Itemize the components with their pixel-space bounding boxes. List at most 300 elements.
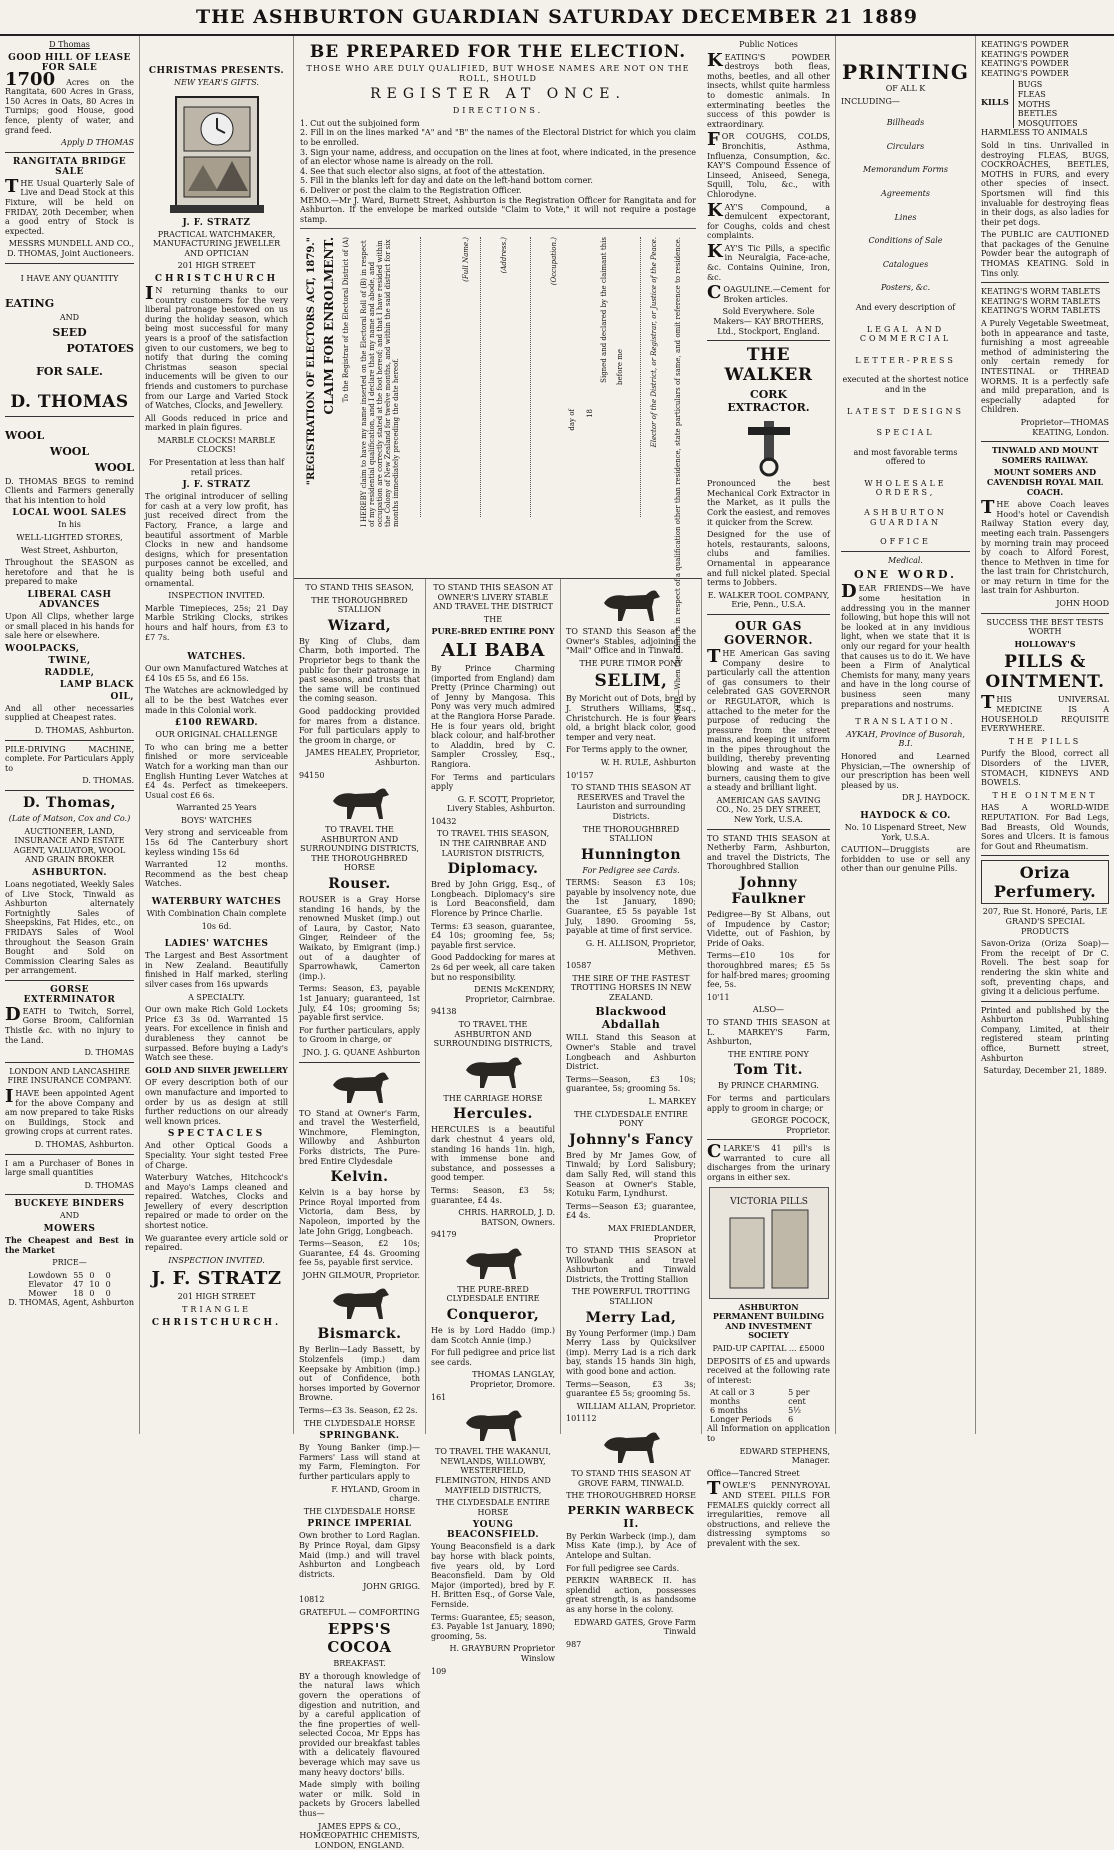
presentation-text: For Presentation at less than half retail prices.: [148, 458, 285, 477]
inspection-text: INSPECTION INVITED.: [168, 591, 265, 601]
young-sign: H. GRAYBURN Proprietor Winslow: [449, 1644, 555, 1663]
register-heading: REGISTER AT ONCE.: [370, 86, 626, 103]
timor-heading: THE PURE TIMOR PONY: [579, 658, 683, 668]
coughs-text: FOR COUGHS, COLDS, Bronchitis, Asthma, Influenza, Consumption, &c. KAY'S Compound Essence of Linseed, Aniseed, Senega, Squill, Tolu, &c., with Chlorodyne.: [707, 129, 830, 199]
have-any: I HAVE ANY QUANTITY: [20, 273, 119, 283]
ad-number: 94138: [431, 1007, 457, 1017]
prince-sign: JOHN GRIGG.: [363, 1582, 420, 1592]
ladies-heading: LADIES' WATCHES: [164, 939, 269, 950]
ad-number: 10587: [566, 961, 592, 971]
perkin-terms: For full pedigree see Cards.: [566, 1563, 680, 1573]
bones-text: I am a Purchaser of Bones in large small quantities: [5, 1158, 134, 1178]
newyear-heading: NEW YEAR'S GIFTS.: [174, 78, 259, 87]
and-word-2: AND: [59, 1211, 80, 1221]
pure-clyde-heading: THE PURE-BRED CLYDESDALE ENTIRE: [446, 1284, 540, 1304]
table-row: Mower 18 0 0: [28, 1288, 111, 1298]
merry-lad-name: Merry Lad,: [585, 1309, 677, 1326]
stratz-name: J. F. STRATZ: [182, 217, 251, 228]
local-wool-sales: LOCAL WOOL SALES: [12, 508, 127, 519]
in-his: In his: [58, 520, 81, 530]
divider: [5, 1062, 134, 1063]
springbank-body: By Young Banker (imp.)—Farmers' Lass will stand at my Farm, Flemington. For further particulars apply to: [299, 1443, 420, 1481]
blackwood-body: WILL Stand this Season at Owner's Stable and travel Longbeach and Ashburton District.: [566, 1033, 696, 1072]
cheapest-text: The Cheapest and Best in the Market: [5, 1234, 134, 1255]
universal-text: THIS UNIVERSAL MEDICINE IS A HOUSEHOLD REQUISITE EVERYWHERE.: [981, 692, 1109, 734]
and-all-text: And all other necessaries supplied at Cheapest rates.: [5, 703, 134, 723]
rates-table: [707, 1388, 830, 1424]
direction-step: 6. Deliver or post the claim to the Registration Officer.: [300, 185, 522, 195]
tomtit-sign: GEORGE POCOCK, Proprietor.: [751, 1116, 830, 1135]
horse-icon: [458, 1405, 528, 1445]
lease-body: Acres on the Rangitata, 600 Acres in Grass, 150 Acres in Oats, 80 Acres in Turnips; good House, good fence, plenty of water, and grand feed.: [5, 77, 134, 135]
coach-body: THE above Coach leaves Hood's hotel or Cavendish Railway Station every day, meeting each train. Passengers by morning train may proceed by coach to Alford Forest, thence to Methven in time for the last train for Christchurch, or may return in time for the last train for Ashburton.: [981, 497, 1109, 596]
kelvin-name: Kelvin.: [330, 1169, 389, 1186]
original-text: The original introducer of selling for cash at a very low profit, has just received direct from the Factory, France, a large and beautiful assortment of Marble Clocks in new and handsome designs, which for presentation purposes cannot be excelled, and quality being both useful and ornamental.: [145, 492, 288, 588]
form-line[interactable]: [420, 237, 421, 517]
medical-heading: Medical.: [888, 555, 923, 565]
tinwald-railway: TINWALD AND MOUNT SOMERS RAILWAY.: [991, 445, 1099, 465]
prince-heading: THE CLYDESDALE HORSE: [303, 1506, 416, 1516]
wool-word-3: WOOL: [94, 460, 134, 474]
keating-line: KEATING'S POWDER: [981, 59, 1069, 69]
column-3: [294, 579, 426, 1850]
before-text: before me: [616, 349, 624, 386]
of-all-kinds: OF ALL K: [885, 84, 926, 93]
alibaba-name: ALI BABA: [441, 639, 545, 661]
keating-line: KEATING'S POWDER: [981, 49, 1069, 59]
pills-ointment-heading: PILLS & OINTMENT.: [985, 652, 1105, 693]
printing-item: Memorandum Forms: [863, 165, 948, 175]
stratz-practical: PRACTICAL WATCHMAKER, MANUFACTURING JEWELLER AND OPTICIAN: [152, 229, 281, 258]
diplomacy-sign: DENIS McKENDRY, Proprietor, Cairnbrae.: [465, 985, 555, 1004]
ladies-body: The Largest and Best Assortment in New Zealand. Beautifully finished in Half marked, sterling silver cases from 16s upwards: [145, 951, 288, 989]
epps-name: EPPS'S COCOA: [327, 1620, 392, 1657]
timepieces-text: Marble Timepieces, 25s; 21 Day Marble Striking Clocks, strikes hours and half hours, from £3 to £7 7s.: [145, 603, 288, 642]
signed-text: Signed and declared by the claimant this: [600, 237, 608, 384]
london-sign: D. THOMAS, Ashburton.: [34, 1140, 134, 1149]
alibaba-sign: G. F. SCOTT, Proprietor, Livery Stables, Ashburton.: [447, 794, 555, 814]
day-label: day of: [568, 409, 576, 431]
list-item: BUGS: [1017, 80, 1043, 90]
woolpacks-word: WOOLPACKS,: [5, 643, 80, 654]
worm-line: KEATING'S WORM TABLETS: [981, 296, 1101, 306]
epps-footer: Made simply with boiling water or milk. Sold in packets by Grocers labelled thus—: [299, 1780, 420, 1819]
election-title: BE PREPARED FOR THE ELECTION.: [309, 42, 687, 62]
kelvin-sign: JOHN GILMOUR, Proprietor.: [302, 1270, 420, 1280]
mount-somers-coach: MOUNT SOMERS AND CAVENDISH ROYAL MAIL COACH.: [986, 467, 1104, 497]
divider: [981, 613, 1109, 614]
wizard-name: Wizard,: [327, 617, 392, 634]
keating-powder-text: KEATING'S POWDER destroys both fleas, moths, beetles, and all other insects, whilst quite harmless to domestic animals. In exterminating beetles the success of this powder is extraordinary.: [707, 49, 830, 129]
throughout-text: Throughout the SEASON as heretofore and that he is prepared to make: [5, 558, 134, 587]
divider: [707, 1139, 830, 1140]
kelvin-terms: Terms—Season, £2 10s; Guarantee, £4 4s. Grooming fee 5s, payable first service.: [299, 1239, 420, 1268]
stratz-name-2: J. F. STRATZ: [182, 480, 251, 491]
including-text: INCLUDING—: [841, 96, 900, 106]
for-sale-word: FOR SALE.: [36, 364, 103, 378]
selim-terms: For Terms apply to the owner,: [566, 745, 688, 755]
wool-body: D. THOMAS BEGS to remind Clients and Farmers generally that his intention to hold: [5, 476, 134, 505]
divider: [5, 790, 134, 791]
ad-number: 94150: [299, 770, 325, 780]
gold-silver-heading: GOLD AND SILVER JEWELLERY: [145, 1064, 288, 1075]
one-word-heading: ONE WORD.: [854, 568, 957, 582]
raddle-word: RADDLE,: [44, 667, 95, 678]
form-line[interactable]: [640, 237, 641, 517]
table-row: Longer Periods 6: [710, 1415, 794, 1425]
stand-season: TO STAND THIS SEASON,: [305, 583, 414, 592]
rouser-body: ROUSER is a Gray Horse standing 16 hands, by the renowned Musket (imp.) out of Laura, by Castor, Nato Ginger, Reindeer of the Waikato, by Emigrant (imp.) out of a daughter of Sparrowhawk, Camerton (imp.).: [299, 895, 420, 981]
divider: [841, 551, 970, 552]
ad-number: 987: [566, 1639, 582, 1649]
form-line[interactable]: [530, 237, 531, 517]
seed-word: SEED: [52, 325, 87, 339]
caution-text: CAUTION—Druggists are forbidden to use or sell any other than our genuine Pills.: [841, 845, 970, 874]
guarantee-text: We guarantee every article sold or repaired.: [145, 1233, 288, 1253]
translation-heading: TRANSLATION.: [855, 717, 956, 727]
also-text: ALSO—: [752, 1005, 785, 1015]
translation-sign: DR J. HAYDOCK.: [902, 793, 970, 803]
fullname-label: (Full Name.): [462, 237, 470, 283]
hercules-terms: Terms: Season, £3 5s; guarantee, £4 4s.: [431, 1185, 555, 1205]
gorse-sign: D. THOMAS: [84, 1048, 134, 1058]
merry-intro: TO STAND THIS SEASON at Willowbank and travel Ashburton and Tinwald Districts, the Trotting Stallion: [566, 1246, 696, 1284]
johnny-faulkner-body: Pedigree—By St Albans, out of Impudence by Castor; Vidette, out of Fashion, by Pride of Oaks.: [707, 910, 830, 948]
perkin-name: PERKIN WARBECK II.: [567, 1503, 695, 1530]
lease-apply: Apply D THOMAS: [61, 138, 134, 148]
lampblack-word: LAMP BLACK: [59, 679, 134, 690]
wool-word-1: WOOL: [5, 428, 45, 442]
kays-tic-pills: KAY'S Tic Pills, a specific in Neuralgia, Face-ache, &c. Contains Quinine, Iron, &c.: [707, 240, 830, 282]
buckeye-heading: BUCKEYE BINDERS: [14, 1199, 125, 1210]
kills-list: [1013, 80, 1078, 128]
perkin-sign: EDWARD GATES, Grove Farm Tinwald: [573, 1617, 696, 1637]
translation-body: Honored and Learned Physician,—The ownership of our prescription has been well pleased by us.: [841, 751, 970, 790]
printing-item: Agreements: [881, 188, 930, 198]
ad-number: 10'157: [566, 770, 594, 780]
entire-pony-heading: THE ENTIRE PONY: [728, 1049, 809, 1059]
stratz-city-2: CHRISTCHURCH.: [151, 1317, 282, 1328]
loans-text: Loans negotiated, Weekly Sales of Live Stock, Tinwald as Ashburton alternately Fortnightly Sales of Sheepskins, Fat Hides, etc., on FRIDAYS Sales of Wool throughout the Season Grain Bought and Sold on Commission Clearing Sales as per arrangement.: [5, 879, 134, 976]
rouser-terms: Terms: Season, £3, payable 1st January; guaranteed, 1st July, £4 10s; grooming 5s; payable first service.: [299, 984, 420, 1023]
divider: [707, 829, 830, 830]
prince-body: Own brother to Lord Raglan. By Prince Royal, dam Gipsy Maid (imp.) and will travel Ashburton and Longbeach districts.: [299, 1531, 420, 1579]
bottles-label: VICTORIA PILLS: [729, 1196, 808, 1207]
price-table: [25, 1271, 113, 1298]
gorse-body: DEATH to Twitch, Sorrel, Gorse Broom, Californian Thistle &c. with no injury to the Land.: [5, 1003, 134, 1045]
claim-title: CLAIM FOR ENROLMENT.: [322, 237, 336, 415]
printing-item: Conditions of Sale: [868, 236, 943, 246]
worm-body: A Purely Vegetable Sweetmeat, both in appearance and taste, furnishing a most agreeable method of administering the only certain remedy for INTESTINAL or THREAD WORMS. It is a perfectly safe and mild preparation, and is especially adapted for Children.: [981, 319, 1109, 415]
young-terms: Terms: Guarantee, £5; season, £3. Payable 1st January, 1890; grooming, 5s.: [431, 1612, 555, 1641]
entire-heading: THE CLYDESDALE ENTIRE HORSE: [436, 1498, 550, 1517]
young-name: YOUNG BEACONSFIELD.: [446, 1520, 540, 1541]
rouser-name: Rouser.: [328, 876, 391, 893]
stratz-street: 201 HIGH STREET: [177, 261, 256, 271]
stratz-big: J. F. STRATZ: [151, 1268, 282, 1290]
bones-sign: D. THOMAS: [84, 1180, 134, 1190]
cork-extractor: CORK EXTRACTOR.: [727, 388, 810, 415]
waterbury-body: With Combination Chain complete: [146, 909, 287, 919]
potatoes-word: POTATOES: [66, 341, 134, 355]
column-1: [0, 36, 140, 1434]
success-text: SUCCESS THE BEST TESTS WORTH: [986, 617, 1104, 637]
horse-icon: [325, 783, 395, 823]
conqueror-terms: For full pedigree and price list see cards.: [431, 1348, 555, 1367]
form-line[interactable]: [480, 237, 481, 517]
christmas-heading: CHRISTMAS PRESENTS.: [148, 66, 285, 76]
horse-icon: [596, 585, 666, 625]
clarke-pills-text: CLARKE'S 41 pill's is warranted to cure all discharges from the urinary organs in either sex.: [707, 1141, 830, 1183]
printing-item: Catalogues: [882, 259, 929, 269]
printing-item: Circulars: [886, 141, 925, 151]
list-item: FLEAS: [1017, 89, 1046, 99]
huntington-name: Hunnington: [580, 846, 682, 863]
harmless-text: HARMLESS TO ANIMALS: [981, 128, 1088, 138]
table-row: Lowdown 55 0 0: [28, 1270, 111, 1280]
walker-heading: THE WALKER: [724, 345, 813, 386]
the-word: THE: [483, 614, 503, 624]
worm-sign: Proprietor—THOMAS KEATING, London.: [1020, 417, 1109, 437]
marked-text: All Goods reduced in price and marked in plain figures.: [145, 413, 288, 433]
conqueror-body: He is by Lord Haddo (imp.) dam Scotch Annie (imp.): [431, 1326, 555, 1345]
direction-step: 1. Cut out the subjoined form: [300, 118, 420, 128]
pure-bred-heading: PURE-BRED ENTIRE PONY: [431, 626, 555, 637]
haydock-address: No. 10 Lispenard Street, New York, U.S.A.: [844, 822, 967, 842]
hercules-body: HERCULES is a beautiful dark chestnut 4 years old, standing 16 hands 1in. high, with immense bone and substance, and possesses a good temper.: [431, 1125, 555, 1183]
hereby-text: I HEREBY claim to have my name inserted on the Electoral Roll of (B) in respect of my residential qualification, and I declare that my name and abode, and occupation are correctly stated at the foot hereof; and that I have resided within the Colony of New Zealand for twelve months, and within the said district for six months immediately preceding the date hereof.: [360, 239, 400, 528]
inspection-text-2: INSPECTION INVITED.: [168, 1255, 265, 1265]
gas-body: THE American Gas saving Company desire to particularly call the attention of gas consumers to their celebrated GAS GOVERNOR or REGULATOR, which is attached to the meter for the purpose of reducing the pressure from the street mains, and keeping it uniform in the pipes throughout the building, thereby preventing blowing and waste at the burners, causing them to give a steady and brilliant light.: [707, 645, 830, 793]
divider: [5, 980, 134, 981]
masthead: [0, 0, 1114, 36]
diplomacy-grazing: Good Paddocking for mares at 2s 6d per week, all care taken but no responsibility.: [431, 953, 555, 982]
divider: [707, 340, 830, 341]
blackwood-terms: Terms—Season, £3 10s; guarantee, 5s; grooming 5s.: [566, 1074, 696, 1094]
johnny-faulkner-terms: Terms—£10 10s for thoroughbred mares; £5 5s for half-bred mares; grooming fee, 5s.: [707, 951, 830, 990]
gas-governor-heading: OUR GAS GOVERNOR.: [724, 618, 813, 647]
masthead-title: THE ASHBURTON GUARDIAN SATURDAY DECEMBER 21 1889: [195, 6, 919, 28]
mowers-heading: MOWERS: [43, 1223, 96, 1234]
oil-word: OIL,: [110, 691, 134, 702]
reserves-intro: TO STAND THIS SEASON AT RESERVES and Travel the Lauriston and surrounding Districts.: [571, 783, 691, 821]
prince-name: PRINCE IMPERIAL: [307, 1519, 412, 1530]
johnnys-fancy-terms: Terms—Season £3; guarantee, £4 4s.: [566, 1201, 696, 1221]
thomas-header: D Thomas: [49, 40, 90, 49]
alibaba-terms: For Terms and particulars apply: [431, 772, 555, 792]
table-row: 6 months 5½: [710, 1406, 801, 1416]
london-heading: LONDON AND LANCASHIRE FIRE INSURANCE COMPANY.: [7, 1066, 132, 1086]
direction-step: 4. See that such elector also signs, at foot of the attestation.: [300, 166, 545, 176]
rouser-travel: TO TRAVEL THE ASHBURTON AND SURROUNDING DISTRICTS, THE THOROUGHBRED HORSE: [300, 825, 419, 873]
divider: [707, 614, 830, 615]
divider: [981, 282, 1109, 283]
keating-caution: The PUBLIC are CAUTIONED that packages of the Genuine Powder bear the autograph of THOMAS KEATING. Sold in Tins only.: [981, 230, 1109, 278]
gold-lockets: Our own make Rich Gold Lockets Price £3 3s 0d. Warranted 15 years. For excellence in finish and durableness they cannot be surpassed. Before buying a Lady's Watch see these.: [145, 1005, 288, 1063]
clock-illustration: [158, 91, 276, 216]
directions-heading: DIRECTIONS.: [452, 106, 544, 116]
horse-icon: [458, 1243, 528, 1283]
every-description: And every description of: [855, 302, 956, 312]
address-label: (Address.): [500, 237, 508, 274]
repairs-text: Waterbury Watches, Hitchcock's and Mayo's Lamps cleaned and repaired. Watches, Clocks and Jewellery of every description repaired or made to order on the shortest notice.: [145, 1173, 288, 1231]
table-row: Elevator 47 10 0: [28, 1279, 111, 1289]
thoroughbred-heading: THE THOROUGHBRED STALLION: [582, 824, 680, 844]
ad-number: 10'11: [707, 992, 730, 1002]
huntington-sign: G. H. ALLISON, Proprietor, Methven.: [585, 938, 696, 958]
alibaba-body: By Prince Charming (imported from England) dam Pretty (Prince Charming) out of Jenny by Mangosa. This Pony was very much admired at the Rangiora Horse Parade. He is four years old, bright black colour, and half-brother to Aladdin, bred by C. Sampler Crossley, Esq., Rangiora.: [431, 663, 555, 769]
thoroughbred-stallion: THE THOROUGHBRED STALLION: [311, 595, 408, 615]
diplomacy-name: Diplomacy.: [447, 861, 539, 878]
price-label: PRICE—: [52, 1258, 87, 1268]
gas-sign: AMERICAN GAS SAVING CO., No. 25 DEY STREET, New York, U.S.A.: [716, 795, 821, 825]
huntington-terms: TERMS: Season £3 10s; payable by insolvency note, due the 1st January, 1890; Guarantee, £5 5s payable 1st July, 1890. Grooming 5s, payable at time of first service.: [566, 878, 696, 936]
ad-number: 10432: [431, 816, 457, 826]
divider: [981, 855, 1109, 856]
selim-body: By Moricht out of Dots, bred by J. Struthers Williams, Esq., Christchurch. He is four years old, a bright black color, good temper and very neat.: [566, 694, 696, 742]
gold-silver-body: OF every description both of our own manufacture and imported to order by us as design at still further reductions on our already well known prices.: [145, 1078, 288, 1126]
returning-text: IN returning thanks to our country customers for the very liberal patronage bestowed on us during the holiday season, which being most successful for many years is a proof of the satisfaction given to our customers, we beg to notify that during the coming Christmas season special inducements will be given to our friends and customers to purchase from our Large and Varied Stock of Watches, Clocks, and Jewellery.: [145, 282, 288, 411]
diplomacy-body: Bred by John Grigg, Esq., of Longbeach. Diplomacy's sire is Lord Beaconsfield, dam Florence by Prince Charlie.: [431, 880, 555, 919]
latest-designs: LATEST DESIGNS: [847, 406, 964, 416]
column-6: [702, 36, 836, 1548]
price-sign: D. THOMAS, Agent, Ashburton: [8, 1297, 134, 1307]
horse-icon: [325, 1067, 395, 1107]
list-item: MOSQUITOES: [1017, 118, 1078, 128]
conqueror-sign: THOMAS LANGLAY, Proprietor, Dromore.: [470, 1370, 555, 1390]
johnny-faulkner-name: Johnny Faulkner: [731, 875, 806, 907]
divider: [5, 740, 134, 741]
stratz-street-2: 201 HIGH STREET: [177, 1292, 256, 1302]
and-word: AND: [59, 313, 80, 323]
oriza-body: Savon-Oriza (Oriza Soap)—From the receipt of Dr C. Roveli. The best soap for rendering the skin white and soft, preventing chaps, and giving it a delicious perfume.: [981, 939, 1109, 997]
carriage-heading: THE CARRIAGE HORSE: [443, 1093, 543, 1103]
reward-heading: £100 REWARD.: [174, 718, 259, 729]
kills-block: [981, 80, 1109, 128]
coaguline-text: COAGULINE.—Cement for Broken articles.: [707, 282, 830, 304]
wizard-sign: JAMES HEALEY, Proprietor, Ashburton.: [306, 748, 420, 767]
rangitata-body: THE Usual Quarterly Sale of Live and Dead Stock at this Fixture, will be held on FRIDAY, 20th December, when a good entry of Stock is expected.: [5, 175, 134, 236]
wizard-body: By King of Clubs, dam Charm, both imported. The Proprietor begs to thank the public for their patronage in past seasons, and trusts that the same will be continued the coming season.: [299, 636, 420, 704]
merry-lad-body: By Young Performer (imp.) Dam Merry Lass by Quicksilver (imp). Merry Lad is a rich dark bay, stands 15 hands 3in high, with good bone and action.: [566, 1328, 696, 1377]
perkin-heading: THE THOROUGHBRED HORSE: [566, 1491, 696, 1501]
perkin-body: By Perkin Warbeck (imp.), dam Miss Kate (imp.), by Ace of Antelope and Sultan.: [566, 1531, 696, 1560]
ad-number: 101112: [566, 1414, 597, 1424]
bismarck-terms: Terms—£3 3s. Season, £2 2s.: [299, 1406, 418, 1416]
grateful-text: GRATEFUL — COMFORTING: [299, 1607, 420, 1617]
upon-text: Upon All Clips, whether large or small placed in his hands for sale here or elsewhere.: [5, 612, 134, 641]
lease-headline: GOOD HILL OF LEASE FOR SALE: [8, 52, 131, 73]
act-title: "REGISTRATION OF ELECTORS ACT, 1879.": [306, 237, 317, 486]
legal-commercial: LEGAL AND COMMERCIAL: [859, 324, 952, 344]
auctioneer-title: AUCTIONEER, LAND, INSURANCE AND ESTATE AGENT, VALUATOR, WOOL AND GRAIN BROKER: [13, 826, 126, 865]
paid-up-capital: PAID-UP CAPITAL ... £5000: [712, 1344, 825, 1354]
clydesdale-pony-heading: THE CLYDESDALE ENTIRE PONY: [574, 1109, 688, 1129]
boys-heading: BOYS' WATCHES: [180, 815, 252, 825]
clydesdale-heading: THE CLYDESDALE HORSE: [303, 1418, 416, 1428]
boys-body: Very strong and serviceable from 15s 6d The Canterbury short keyless winding 15s 6d: [145, 828, 288, 857]
coach-sign: JOHN HOOD: [1056, 599, 1109, 609]
keating-line: KEATING'S POWDER: [981, 40, 1069, 49]
kills-body: Sold in tins. Unrivalled in destroying FLEAS, BUGS, COCKROACHES, BEETLES, MOTHS in FURS, and every other species of insect. Sportsmen will find this invaluable for destroying fleas in their dogs, as also ladies for their pet dogs.: [981, 140, 1109, 227]
diplomacy-travel: TO TRAVEL THIS SEASON, IN THE CAIRNBRAE AND LAURISTON DISTRICTS,: [436, 829, 550, 858]
marble-clocks: MARBLE CLOCKS! MARBLE CLOCKS!: [157, 435, 276, 455]
acres-figure: 1700: [5, 68, 56, 90]
memo-text: MEMO.—Mr J. Ward, Burnett Street, Ashburton is the Registration Officer for Rangitata and for Ashburton. If the envelope be marked outside "Claim to Vote," it will not require a postage stamp.: [300, 195, 696, 224]
hercules-name: Hercules.: [453, 1106, 533, 1123]
sire-heading: THE SIRE OF THE FASTEST TROTTING HORSES IN NEW ZEALAND.: [570, 973, 692, 1002]
elector-text: Elector of the District, or Registrar, or Justice of the Peace.: [650, 237, 658, 448]
direction-step: 3. Sign your name, address, and occupation on the lines at foot, where indicated, in the presence of an elector whose name is already on the roll.: [300, 147, 696, 167]
warranted-text: Warranted 25 Years: [176, 803, 257, 813]
grove-intro: TO STAND THIS SEASON AT GROVE FARM, TINWALD.: [571, 1469, 691, 1488]
special-word: SPECIAL: [876, 428, 935, 438]
occupation-label: (Occupation.): [550, 237, 558, 286]
note-text: NOTE.—When the claim is in respect of a qualification other than residence, state particulars of same, and omit reference to residence.: [674, 237, 682, 721]
column-4: [426, 579, 561, 1676]
tomtit-intro: TO STAND THIS SEASON at L. MARKEY'S Farm, Ashburton,: [707, 1017, 830, 1047]
dthomas-heading-2: D. Thomas,: [23, 794, 116, 811]
johnny-faulkner-intro: TO STAND THIS SEASON at Netherby Farm, Ashburton, and travel the Districts, The Thoroughbred Stallion: [707, 833, 830, 872]
walker-body-2: Designed for the use of hotels, restaurants, saloons, clubs and families. Ornamental in appearance and full nickel plated. Special terms to Jobbers.: [707, 530, 830, 588]
walker-sign: E. WALKER TOOL COMPANY, Erie, Penn., U.S.A.: [707, 590, 830, 610]
springbank-sign: F. HYLAND, Groom in charge.: [331, 1484, 420, 1504]
well-lighted: WELL-LIGHTED STORES,: [16, 533, 123, 543]
list-item: MOTHS: [1017, 99, 1051, 109]
office-word: OFFICE: [880, 537, 931, 547]
oriza-heading: Oriza Perfumery.: [981, 860, 1109, 904]
aykah-text: AYKAH, Province of Busorah, B.I.: [846, 729, 965, 749]
eating-word: EATING: [5, 297, 55, 311]
ad-number: 94179: [431, 1230, 457, 1240]
divider: [299, 1062, 420, 1063]
selim-intro: TO STAND this Season at the Owner's Stables, adjoining the "Mail" Office and in Tinwald.: [566, 627, 696, 656]
breakfast-text: BREAKFAST.: [333, 1659, 386, 1669]
conqueror-name: Conqueror,: [446, 1307, 540, 1324]
stratz-city: CHRISTCHURCH: [154, 273, 279, 284]
divider: [5, 1154, 134, 1155]
column-7: [836, 36, 976, 1434]
letterpress: LETTER-PRESS: [855, 355, 956, 365]
kays-compound: KAY'S Compound, a demulcent expectorant, for Coughs, colds and chest complaints.: [707, 199, 830, 241]
walker-body: Pronounced the best Mechanical Cork Extractor in the Market, as it pulls the Cork the easiest, and removes it quicker from the Screw.: [707, 479, 831, 527]
bismarck-name: Bismarck.: [317, 1326, 402, 1343]
divider: [5, 416, 134, 417]
ad-number: 161: [431, 1392, 447, 1402]
epps-body: BY a thorough knowledge of the natural laws which govern the operations of digestion and nutrition, and by a careful application of the fine properties of well-selected Cocoa, Mr Epps has provided our breakfast tables with a delicately flavoured beverage which may save us many heavy doctors' bills.: [299, 1671, 420, 1777]
towle-pills-text: TOWLE'S PENNYROYAL AND STEEL PILLS FOR FEMALES quickly correct all irregularities, remove all obstructions, and relieve the distressing symptoms so prevalent with the sex.: [707, 1478, 830, 1548]
wool-word-2: WOOL: [49, 444, 90, 458]
column-2: [140, 36, 294, 1434]
challenge-heading: OUR ORIGINAL CHALLENGE: [155, 730, 278, 740]
oriza-address: 207, Rue St. Honoré, Paris, LE GRAND'S SPECIAL PRODUCTS: [982, 907, 1108, 936]
springbank-name: SPRINGBANK.: [319, 1431, 400, 1442]
bismarck-body: By Berlin—Lady Bassett, by Stolzenfels (imp.) dam Keepsake by Ambition (imp.) out of Confidence, both horses imported by Governor Browne.: [299, 1345, 420, 1403]
merry-lad-sign: WILLIAM ALLAN, Proprietor.: [576, 1401, 696, 1411]
waterbury-price: 10s 6d.: [201, 921, 232, 931]
tomtit-name: Tom Tit.: [734, 1062, 803, 1079]
kelvin-body: Kelvin is a bay horse by Prince Royal imported from Victoria, dam Bess, by Napoleon, imported by the late John Grigg, Longbeach.: [299, 1188, 420, 1236]
blackwood-name: Blackwood Abdallah: [595, 1005, 667, 1032]
speciality-heading: A SPECIALTY.: [188, 992, 245, 1002]
list-item: BEETLES: [1017, 109, 1058, 119]
registrar-line: To the Registrar of the Electoral District of (A): [342, 237, 350, 403]
reward-body: To who can bring me a better finished or more serviceable Watch for a working man than our English Hunting Lever Watches at £4 4s. Perfect as timekeepers. Usual cost £6 6s.: [145, 742, 288, 800]
executed-text: executed at the shortest notice and in the: [842, 375, 969, 394]
election-intro: THOSE WHO ARE DULY QUALIFIED, BUT WHOSE NAMES ARE NOT ON THE ROLL, SHOULD: [306, 64, 690, 83]
hercules-travel: TO TRAVEL THE ASHBURTON AND SURROUNDING DISTRICTS,: [433, 1019, 553, 1049]
ointment-body: HAS A WORLD-WIDE REPUTATION. For Bad Legs, Bad Breasts, Old Wounds, Sores and Ulcers. It is famous for Gout and Rheumatism.: [981, 803, 1109, 851]
